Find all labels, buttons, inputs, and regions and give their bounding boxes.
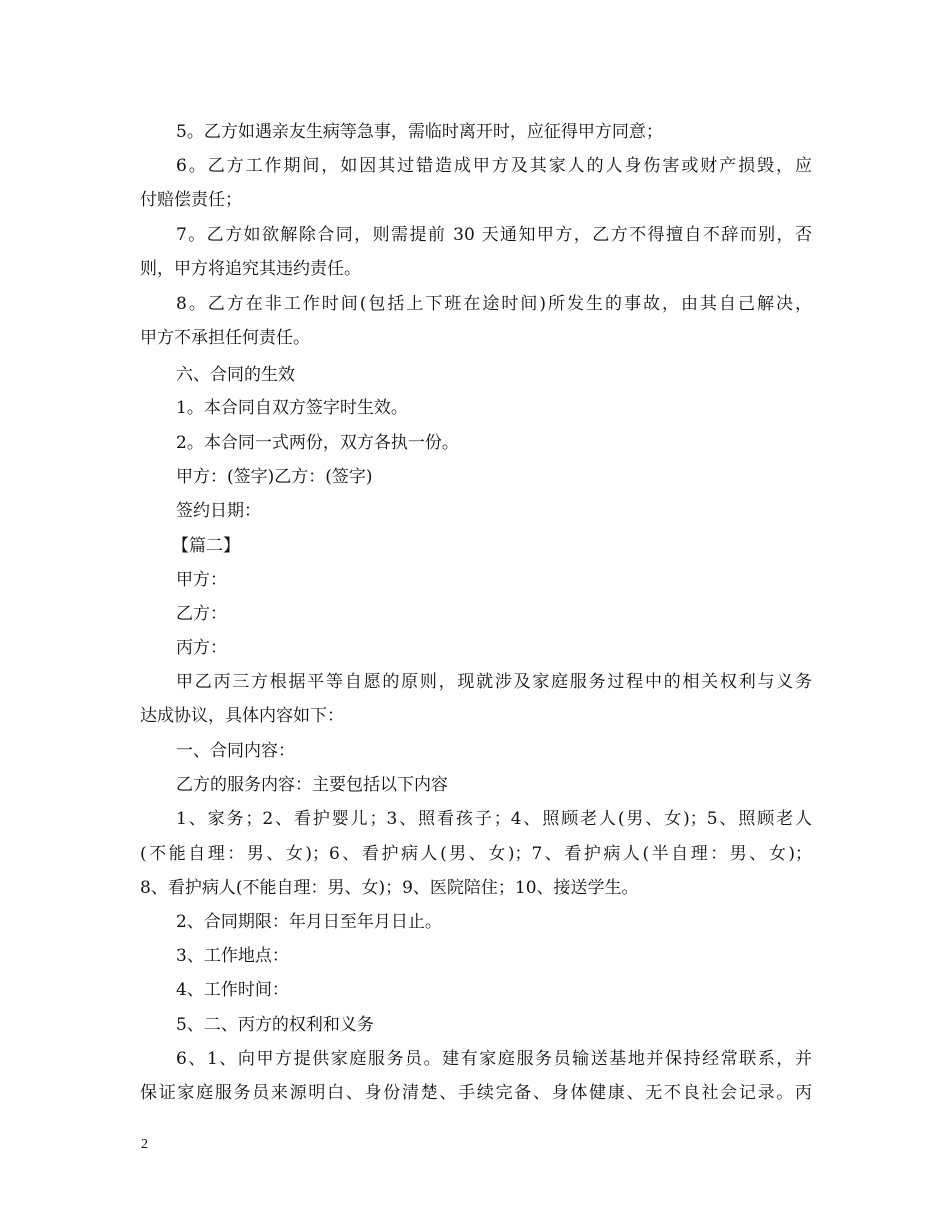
text-line: 7。乙方如欲解除合同，则需提前 30 天通知甲方，乙方不得擅自不辞而别，否 — [176, 225, 812, 245]
text-line: 2、合同期限：年月日至年月日止。 — [176, 912, 442, 932]
text-line: 8、看护病人(不能自理：男、女)；9、医院陪住；10、接送学生。 — [140, 878, 639, 898]
section-heading: 【篇二】 — [172, 536, 240, 556]
text-line: 甲乙丙三方根据平等自愿的原则，现就涉及家庭服务过程中的相关权利与义务 — [176, 672, 812, 692]
text-line: 保证家庭服务员来源明白、身份清楚、手续完备、身体健康、无不良社会记录。丙 — [140, 1083, 812, 1103]
text-line: 达成协议，具体内容如下： — [140, 706, 344, 726]
text-line: 甲方不承担任何责任。 — [140, 328, 310, 348]
text-line: 则，甲方将追究其违约责任。 — [140, 259, 361, 279]
text-line: 1、家务；2、看护婴儿；3、照看孩子；4、照顾老人(男、女)；5、照顾老人 — [176, 809, 812, 829]
signing-date: 签约日期： — [176, 501, 261, 521]
text-line: 2。本合同一式两份，双方各执一份。 — [176, 433, 459, 453]
signature-line: 甲方：(签字)乙方：(签字) — [176, 467, 373, 487]
text-line: 乙方的服务内容：主要包括以下内容 — [176, 775, 448, 795]
text-line: 8。乙方在非工作时间(包括上下班在途时间)所发生的事故，由其自己解决， — [176, 294, 812, 314]
page-number: 2 — [141, 1137, 148, 1152]
party-c-label: 丙方： — [176, 638, 227, 658]
text-line: 6。乙方工作期间，如因其过错造成甲方及其家人的人身伤害或财产损毁，应 — [176, 156, 812, 176]
party-a-label: 甲方： — [176, 570, 227, 590]
section-heading: 六、合同的生效 — [176, 365, 295, 385]
text-line: 1。本合同自双方签字时生效。 — [176, 398, 408, 418]
text-line: (不能自理：男、女)；6、看护病人(男、女)；7、看护病人(半自理：男、女)； — [140, 844, 812, 864]
party-b-label: 乙方： — [176, 604, 227, 624]
text-line: 6、1、向甲方提供家庭服务员。建有家庭服务员输送基地并保持经常联系，并 — [176, 1049, 812, 1069]
section-heading: 5、二、丙方的权利和义务 — [176, 1015, 374, 1035]
section-heading: 一、合同内容： — [176, 741, 295, 761]
text-line: 4、工作时间： — [176, 980, 289, 1000]
text-line: 付赔偿责任； — [140, 190, 242, 210]
text-line: 3、工作地点： — [176, 946, 289, 966]
text-line: 5。乙方如遇亲友生病等急事，需临时离开时，应征得甲方同意； — [176, 122, 663, 142]
